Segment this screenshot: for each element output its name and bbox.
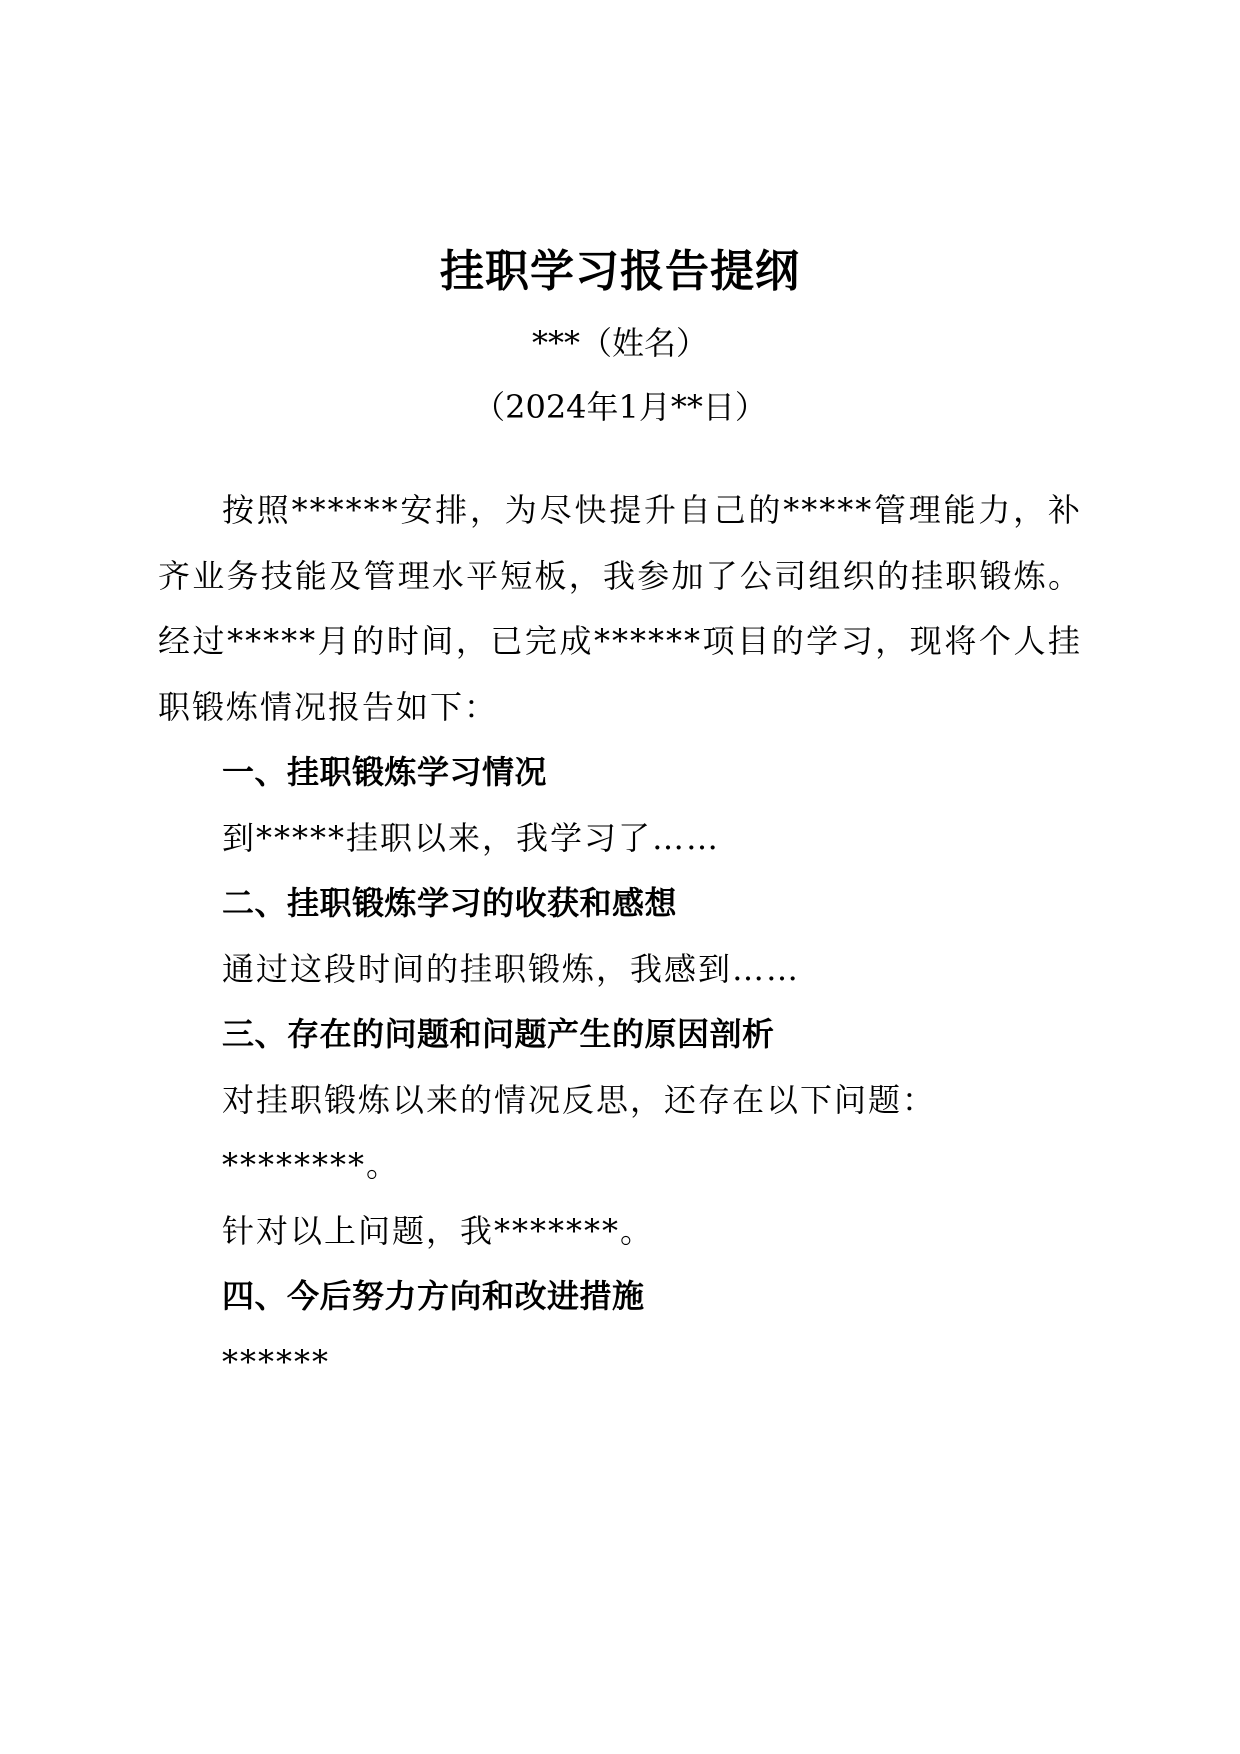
intro-paragraph: 按照******安排，为尽快提升自己的*****管理能力，补齐业务技能及管理水平短板，我参加了公司组织的挂职锻炼。经过*****月的时间，已完成******项目的学习，现将个人挂职锻炼情况报告如下： [158,491,1082,726]
document-body [158,478,1082,1395]
section-heading-1: 一、挂职锻炼学习情况 [222,753,548,791]
date-line: （2024年1月**日） [473,388,767,426]
section-4-text: ****** [222,1342,330,1381]
section-3-text-1: 对挂职锻炼以来的情况反思，还存在以下问题： [222,1080,937,1119]
section-heading-3: 三、存在的问题和问题产生的原因剖析 [222,1015,775,1053]
author-line: ***（姓名） [531,324,708,362]
section-1-text: 到*****挂职以来，我学习了…… [222,818,721,857]
section-heading-2: 二、挂职锻炼学习的收获和感想 [222,884,678,922]
section-3-text-2: ********。 [222,1146,401,1184]
section-heading-4: 四、今后努力方向和改进措施 [222,1277,645,1315]
section-2-text: 通过这段时间的挂职锻炼，我感到…… [222,949,801,988]
document-title: 挂职学习报告提纲 [440,246,800,297]
section-3-text-3: 针对以上问题，我*******。 [222,1211,655,1250]
